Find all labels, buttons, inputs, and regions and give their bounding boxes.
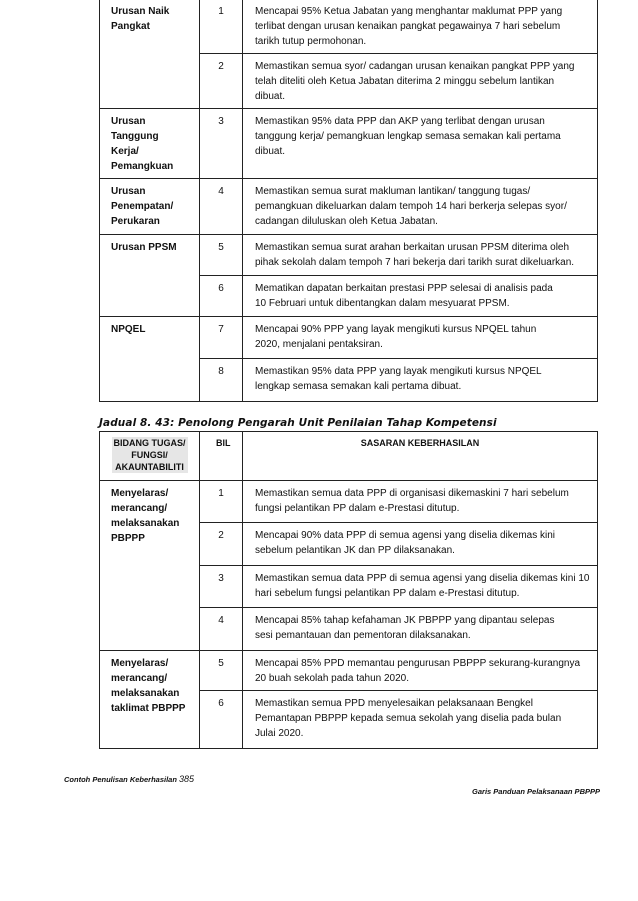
footer-left — [64, 774, 194, 784]
bil-cell: 3 — [200, 109, 243, 179]
bil-cell: 5 — [200, 651, 243, 691]
header-function — [100, 432, 200, 481]
footer-left-text: Contoh Penulisan Keberhasilan — [64, 775, 177, 784]
bil-cell: 1 — [200, 481, 243, 523]
bil-cell: 6 — [200, 691, 243, 749]
header-sasaran: SASARAN KEBERHASILAN — [243, 432, 598, 481]
function-cell — [100, 179, 200, 235]
bil-cell: 4 — [200, 608, 243, 651]
sasaran-cell: Memastikan 95% data PPP yang layak mengikuti kursus NPQEL lengkap semasa semakan kali pertama dibuat. — [243, 359, 598, 402]
table-header-row — [100, 432, 598, 481]
sasaran-cell: Memastikan 95% data PPP dan AKP yang terlibat dengan urusan tanggung kerja/ pemangkuan lengkap semasa semakan kali pertama dibuat. — [243, 109, 598, 179]
table-row — [100, 317, 598, 359]
header-bil: BIL — [200, 432, 243, 481]
bil-cell: 8 — [200, 359, 243, 402]
table-row — [100, 235, 598, 276]
function-cell — [100, 317, 200, 402]
function-cell — [100, 235, 200, 317]
sasaran-cell: Memastikan semua data PPP di organisasi dikemaskini 7 hari sebelum fungsi pelantikan PP dalam e-Prestasi ditutup. — [243, 481, 598, 523]
bil-cell: 1 — [200, 0, 243, 54]
sasaran-cell: Mencapai 90% PPP yang layak mengikuti kursus NPQEL tahun 2020, menjalani pentaksiran. — [243, 317, 598, 359]
bil-cell: 2 — [200, 523, 243, 566]
bil-cell: 3 — [200, 566, 243, 608]
sasaran-cell: Memastikan semua surat arahan berkaitan urusan PPSM diterima oleh pihak sekolah dalam tempoh 7 hari bekerja dari tarikh surat dikeluarkan. — [243, 235, 598, 276]
table-continuation — [99, 0, 598, 402]
bil-cell: 5 — [200, 235, 243, 276]
header-function-label: BIDANG TUGAS/ FUNGSI/ AKAUNTABILITI — [113, 438, 186, 472]
sasaran-cell: Mematikan dapatan berkaitan prestasi PPP selesai di analisis pada 10 Februari untuk dibentangkan dalam mesyuarat PPSM. — [243, 276, 598, 317]
function-text: Urusan Naik Pangkat — [111, 6, 170, 32]
table-caption: Jadual 8. 43: Penolong Pengarah Unit Penilaian Tahap Kompetensi — [99, 417, 497, 429]
sasaran-cell: Mencapai 90% data PPP di semua agensi yang diselia dikemas kini sebelum pelantikan JK dan PP dilaksanakan. — [243, 523, 598, 566]
function-cell — [100, 109, 200, 179]
table-row — [100, 651, 598, 691]
function-text: Menyelaras/ merancang/ melaksanakan PBPPP — [111, 488, 180, 544]
sasaran-cell: Memastikan semua surat makluman lantikan/ tanggung tugas/ pemangkuan dikeluarkan dalam tempoh 14 hari berkerja selepas syor/ cadangan diluluskan oleh Ketua Jabatan. — [243, 179, 598, 235]
function-text: Urusan Tanggung Kerja/ Pemangkuan — [111, 116, 174, 172]
function-text: Menyelaras/ merancang/ melaksanakan taklimat PBPPP — [111, 658, 186, 714]
sasaran-cell: Memastikan semua PPD menyelesaikan pelaksanaan Bengkel Pemantapan PBPPP kepada semua sekolah yang diselia pada bulan Julai 2020. — [243, 691, 598, 749]
sasaran-cell: Memastikan semua data PPP di semua agensi yang diselia dikemas kini 10 hari sebelum fungsi pelantikan PP dalam e-Prestasi ditutup. — [243, 566, 598, 608]
sasaran-cell: Mencapai 85% PPD memantau pengurusan PBPPP sekurang-kurangnya 20 buah sekolah pada tahun 2020. — [243, 651, 598, 691]
sasaran-cell: Mencapai 95% Ketua Jabatan yang menghantar maklumat PPP yang terlibat dengan urusan kenaikan pangkat pegawainya 7 hari sebelum tarikh tutup permohonan. — [243, 0, 598, 54]
table-row — [100, 109, 598, 179]
sasaran-cell: Memastikan semua syor/ cadangan urusan kenaikan pangkat PPP yang telah diteliti oleh Ketua Jabatan diterima 2 minggu sebelum lantikan dibuat. — [243, 54, 598, 109]
function-cell — [100, 481, 200, 651]
table-row — [100, 179, 598, 235]
function-cell — [100, 0, 200, 109]
table-penilaian-kompetensi — [99, 431, 598, 749]
table-row — [100, 0, 598, 54]
table-row — [100, 481, 598, 523]
sasaran-cell: Mencapai 85% tahap kefahaman JK PBPPP yang dipantau selepas sesi pemantauan dan pementoran dilaksanakan. — [243, 608, 598, 651]
function-cell — [100, 651, 200, 749]
bil-cell: 6 — [200, 276, 243, 317]
page-number: 385 — [179, 774, 195, 784]
function-text: Urusan PPSM — [111, 242, 177, 253]
footer-right: Garis Panduan Pelaksanaan PBPPP — [472, 787, 600, 796]
function-text: Urusan Penempatan/ Perukaran — [111, 186, 174, 227]
function-text: NPQEL — [111, 324, 146, 335]
bil-cell: 2 — [200, 54, 243, 109]
bil-cell: 4 — [200, 179, 243, 235]
bil-cell: 7 — [200, 317, 243, 359]
